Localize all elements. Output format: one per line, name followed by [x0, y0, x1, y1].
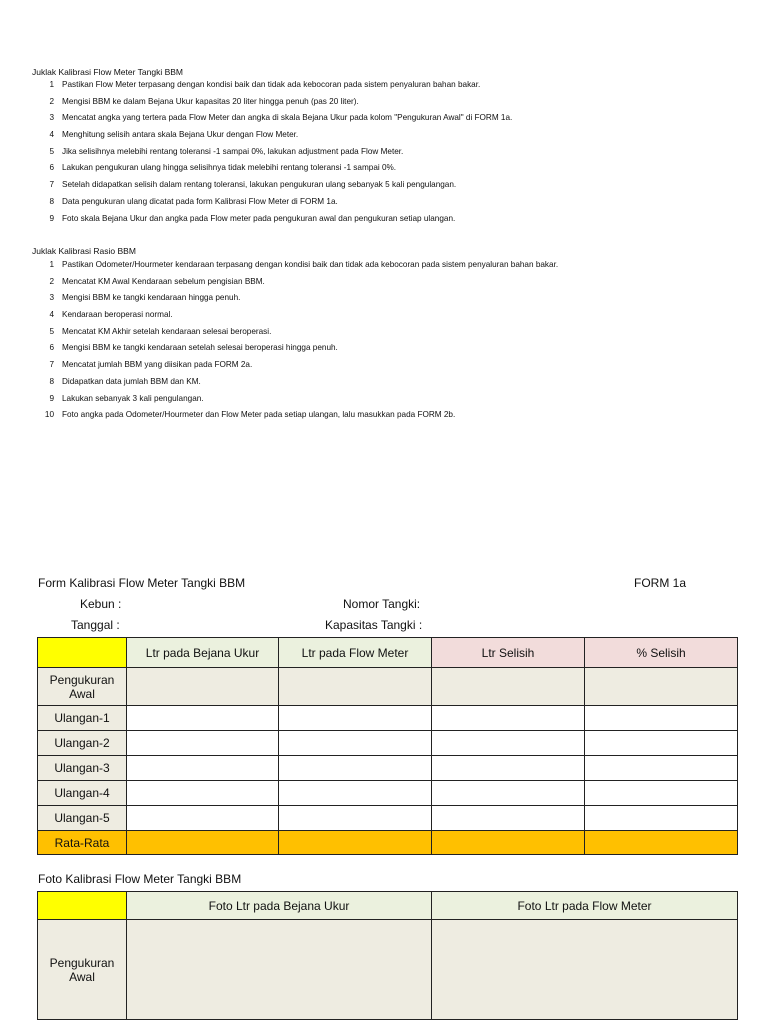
row-label: Ulangan-4 — [38, 781, 127, 806]
step-number: 1 — [49, 260, 54, 269]
data-cell[interactable] — [279, 668, 432, 706]
guide-step — [32, 377, 558, 394]
step-text: Mencatat jumlah BBM yang diisikan pada FORM 2a. — [62, 360, 253, 370]
photo-row-label: Pengukuran Awal — [38, 920, 127, 1020]
col-ltr-bejana-ukur: Ltr pada Bejana Ukur — [127, 638, 279, 668]
step-number: 4 — [49, 310, 54, 320]
form-title: Form Kalibrasi Flow Meter Tangki BBM — [38, 576, 246, 590]
data-cell[interactable] — [279, 781, 432, 806]
data-cell[interactable] — [585, 706, 738, 731]
guide-step — [32, 410, 558, 427]
guide-step — [32, 130, 512, 147]
data-cell[interactable] — [432, 781, 585, 806]
step-number: 3 — [49, 293, 54, 303]
average-cell[interactable] — [585, 831, 738, 855]
data-cell[interactable] — [127, 731, 279, 756]
data-cell[interactable] — [127, 781, 279, 806]
guide-step — [32, 97, 512, 114]
step-text: Didapatkan data jumlah BBM dan KM. — [62, 376, 201, 386]
row-label: Ulangan-3 — [38, 756, 127, 781]
step-number: 6 — [49, 163, 54, 173]
step-text: Lakukan pengukuran ulang hingga selisihnya tidak melebihi rentang toleransi -1 sampai 0%. — [62, 163, 397, 173]
average-label: Rata-Rata — [38, 831, 127, 855]
step-number: 7 — [49, 360, 54, 370]
step-text: Mencatat angka yang tertera pada Flow Meter dan angka di skala Bejana Ukur pada kolom "Pengukuran Awal" di FORM 1a. — [62, 113, 513, 123]
step-text: Foto skala Bejana Ukur dan angka pada Flow meter pada pengukuran awal dan pengukuran setiap ulangan. — [62, 213, 456, 223]
guide-step — [32, 310, 558, 327]
data-cell[interactable] — [585, 668, 738, 706]
step-number: 2 — [49, 276, 54, 286]
step-text: Pastikan Odometer/Hourmeter kendaraan terpasang dengan kondisi baik dan tidak ada kebocoran pada sistem penyaluran bahan bakar. — [62, 260, 559, 269]
data-cell[interactable] — [127, 806, 279, 831]
col-ltr-selisih: Ltr Selisih — [432, 638, 585, 668]
photo-corner-cell — [38, 892, 127, 920]
step-text: Mencatat KM Awal Kendaraan sebelum pengisian BBM. — [62, 276, 265, 286]
photo-cell-flow-meter[interactable] — [432, 920, 738, 1020]
average-cell[interactable] — [279, 831, 432, 855]
step-number: 7 — [49, 180, 54, 190]
guide-step — [32, 260, 558, 277]
row-label: Ulangan-5 — [38, 806, 127, 831]
step-text: Mengisi BBM ke tangki kendaraan setelah selesai beroperasi hingga penuh. — [62, 343, 338, 353]
data-cell[interactable] — [432, 756, 585, 781]
photo-form-title: Foto Kalibrasi Flow Meter Tangki BBM — [38, 872, 242, 886]
step-number: 9 — [49, 393, 54, 403]
step-number: 3 — [49, 113, 54, 123]
guide-step — [32, 113, 512, 130]
form-code: FORM 1a — [634, 576, 687, 590]
flowmeter-guide-steps — [32, 80, 512, 230]
data-cell[interactable] — [585, 806, 738, 831]
step-text: Menghitung selisih antara skala Bejana Ukur dengan Flow Meter. — [62, 130, 299, 140]
guide-step — [32, 180, 512, 197]
step-text: Mengisi BBM ke dalam Bejana Ukur kapasitas 20 liter hingga penuh (pas 20 liter). — [62, 96, 359, 106]
kapasitas-tangki-label: Kapasitas Tangki : — [325, 618, 423, 632]
guide-step — [32, 147, 512, 164]
step-text: Lakukan sebanyak 3 kali pengulangan. — [62, 393, 204, 403]
data-cell[interactable] — [279, 706, 432, 731]
data-cell[interactable] — [127, 668, 279, 706]
data-cell[interactable] — [585, 756, 738, 781]
ratio-guide-steps — [32, 260, 558, 427]
data-cell[interactable] — [279, 731, 432, 756]
tanggal-label: Tanggal : — [71, 618, 120, 632]
step-number: 5 — [49, 326, 54, 336]
step-number: 10 — [44, 410, 54, 420]
average-row — [38, 831, 738, 855]
photo-row-pengukuran-awal — [38, 920, 738, 1020]
row-label: Ulangan-1 — [38, 706, 127, 731]
guide-step — [32, 394, 558, 411]
step-number: 8 — [49, 376, 54, 386]
row-label: Ulangan-2 — [38, 731, 127, 756]
guide-step — [32, 197, 512, 214]
step-text: Kendaraan beroperasi normal. — [62, 310, 173, 320]
nomor-tangki-label: Nomor Tangki: — [343, 597, 421, 611]
guide-step — [32, 80, 512, 97]
data-cell[interactable] — [432, 668, 585, 706]
measurement-row — [38, 806, 738, 831]
guide-step — [32, 214, 512, 231]
step-text: Data pengukuran ulang dicatat pada form Kalibrasi Flow Meter di FORM 1a. — [62, 196, 338, 206]
guide-step — [32, 360, 558, 377]
photo-cell-bejana-ukur[interactable] — [127, 920, 432, 1020]
step-number: 8 — [49, 196, 54, 206]
measurement-row — [38, 756, 738, 781]
measurement-row — [38, 781, 738, 806]
step-number: 5 — [49, 146, 54, 156]
measurement-row — [38, 731, 738, 756]
corner-cell — [38, 638, 127, 668]
data-cell[interactable] — [585, 731, 738, 756]
col-foto-flow-meter: Foto Ltr pada Flow Meter — [432, 892, 738, 920]
guide-step — [32, 327, 558, 344]
step-number: 4 — [49, 130, 54, 140]
photo-table — [37, 891, 738, 1020]
ratio-guide-title: Juklak Kalibrasi Rasio BBM — [32, 246, 136, 256]
data-cell[interactable] — [127, 706, 279, 731]
step-text: Foto angka pada Odometer/Hourmeter dan Flow Meter pada setiap ulangan, lalu masukkan pada FORM 2b. — [62, 410, 456, 420]
guide-step — [32, 163, 512, 180]
average-cell[interactable] — [127, 831, 279, 855]
guide-step — [32, 293, 558, 310]
step-number: 6 — [49, 343, 54, 353]
data-cell[interactable] — [127, 756, 279, 781]
data-cell[interactable] — [432, 731, 585, 756]
data-cell[interactable] — [279, 756, 432, 781]
calibration-header-row — [38, 638, 738, 668]
measurement-row — [38, 668, 738, 706]
average-cell[interactable] — [432, 831, 585, 855]
step-number: 9 — [49, 213, 54, 223]
data-cell[interactable] — [432, 706, 585, 731]
step-text: Setelah didapatkan selisih dalam rentang toleransi, lakukan pengukuran ulang sebanyak 5 kali pengulangan. — [62, 180, 457, 190]
step-number: 1 — [49, 80, 54, 89]
step-text: Jika selisihnya melebihi rentang toleransi -1 sampai 0%, lakukan adjustment pada Flow Meter. — [62, 146, 404, 156]
measurement-row — [38, 706, 738, 731]
col-pct-selisih: % Selisih — [585, 638, 738, 668]
flowmeter-guide-title: Juklak Kalibrasi Flow Meter Tangki BBM — [32, 67, 184, 77]
step-text: Pastikan Flow Meter terpasang dengan kondisi baik dan tidak ada kebocoran pada sistem penyaluran bahan bakar. — [62, 80, 481, 89]
col-foto-bejana-ukur: Foto Ltr pada Bejana Ukur — [127, 892, 432, 920]
data-cell[interactable] — [279, 806, 432, 831]
guide-step — [32, 343, 558, 360]
guide-step — [32, 277, 558, 294]
kebun-label: Kebun : — [80, 597, 122, 611]
step-text: Mengisi BBM ke tangki kendaraan hingga penuh. — [62, 293, 241, 303]
row-label: Pengukuran Awal — [38, 668, 127, 706]
step-number: 2 — [49, 96, 54, 106]
data-cell[interactable] — [432, 806, 585, 831]
data-cell[interactable] — [585, 781, 738, 806]
col-ltr-flow-meter: Ltr pada Flow Meter — [279, 638, 432, 668]
calibration-table — [37, 637, 738, 855]
photo-header-row — [38, 892, 738, 920]
step-text: Mencatat KM Akhir setelah kendaraan selesai beroperasi. — [62, 326, 272, 336]
